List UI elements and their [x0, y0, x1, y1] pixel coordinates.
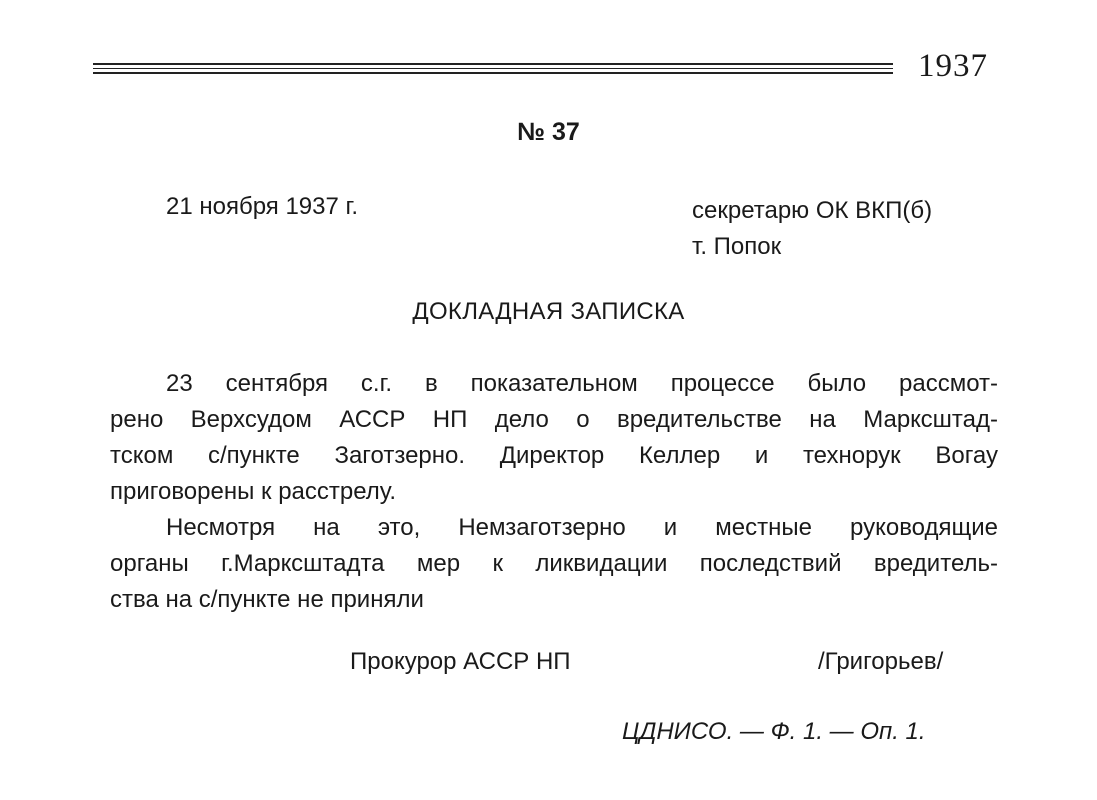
addressee-line-1: секретарю ОК ВКП(б): [692, 197, 933, 224]
paragraph-2: [110, 510, 998, 618]
document-date: 21 ноября 1937 г.: [166, 193, 358, 220]
document-number: № 37: [517, 118, 580, 146]
header-year: 1937: [918, 48, 988, 84]
paragraph-2-line: Несмотря на это, Немзаготзерно и местные руководящие: [166, 514, 998, 541]
addressee-block: [692, 193, 932, 265]
archive-reference: ЦДНИСО. — Ф. 1. — Оп. 1.: [622, 718, 926, 745]
paragraph-1-line: тском с/пункте Заготзерно. Директор Келлер и технорук Вогау: [110, 442, 998, 469]
paragraph-1-line: 23 сентября с.г. в показательном процессе было рассмот-: [166, 370, 998, 397]
paragraph-2-line: ства на с/пункте не приняли: [110, 586, 424, 613]
signature-name: /Григорьев/: [818, 648, 944, 675]
signature-role: Прокурор АССР НП: [350, 648, 571, 675]
paragraph-1-line: приговорены к расстрелу.: [110, 478, 397, 505]
addressee-line-2: т. Попок: [692, 233, 782, 260]
document-body: [110, 366, 998, 618]
paragraph-1: [110, 366, 998, 510]
header-rule-inner-line: [93, 68, 893, 69]
paragraph-2-line: органы г.Маркcштадта мер к ликвидации последствий вредитель-: [110, 550, 998, 577]
header-double-rule: [93, 63, 893, 74]
document-title: ДОКЛАДНАЯ ЗАПИСКА: [412, 298, 685, 325]
paragraph-1-line: рено Верхсудом АССР НП дело о вредительстве на Маркcштад-: [110, 406, 998, 433]
